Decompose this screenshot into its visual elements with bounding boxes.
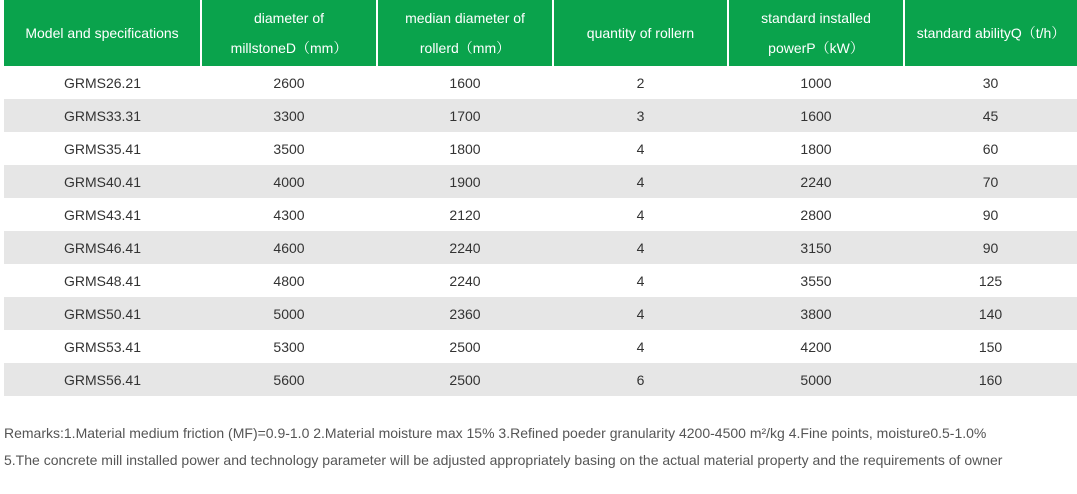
table-row <box>4 330 1077 363</box>
cell-ability: 140 <box>904 297 1077 330</box>
header-ability <box>904 0 1077 66</box>
cell-roller-quantity: 4 <box>553 264 728 297</box>
cell-installed-power: 2800 <box>728 198 904 231</box>
cell-roller-diameter: 2120 <box>377 198 553 231</box>
header-roller-line2: rollerd（mm） <box>419 40 511 56</box>
cell-millstone-diameter: 3300 <box>201 99 377 132</box>
cell-installed-power: 4200 <box>728 330 904 363</box>
cell-ability: 70 <box>904 165 1077 198</box>
cell-roller-quantity: 2 <box>553 66 728 99</box>
remarks-section <box>4 420 1074 474</box>
cell-ability: 45 <box>904 99 1077 132</box>
table-row <box>4 132 1077 165</box>
header-roller-line1: median diameter of <box>405 10 525 26</box>
cell-roller-diameter: 1600 <box>377 66 553 99</box>
table-row <box>4 363 1077 396</box>
header-installed-power <box>728 0 904 66</box>
cell-millstone-diameter: 5300 <box>201 330 377 363</box>
cell-millstone-diameter: 3500 <box>201 132 377 165</box>
cell-millstone-diameter: 4300 <box>201 198 377 231</box>
header-ability-label: standard abilityQ（t/h） <box>916 25 1066 41</box>
header-roller-quantity <box>553 0 728 66</box>
table-row <box>4 231 1077 264</box>
cell-roller-quantity: 3 <box>553 99 728 132</box>
table-row <box>4 99 1077 132</box>
cell-millstone-diameter: 4800 <box>201 264 377 297</box>
cell-roller-diameter: 1900 <box>377 165 553 198</box>
cell-installed-power: 3150 <box>728 231 904 264</box>
header-roller-diameter <box>377 0 553 66</box>
table-row <box>4 66 1077 99</box>
remarks-line-2: 5.The concrete mill installed power and technology parameter will be adjusted appropriately basing on the actual material property and the requirements of owner <box>4 452 1003 468</box>
table-row <box>4 264 1077 297</box>
remarks-line-1: Remarks:1.Material medium friction (MF)=0.9-1.0 2.Material moisture max 15% 3.Refined poeder granularity 4200-4500 m²/kg 4.Fine points, moisture0.5-1.0% <box>4 425 987 441</box>
cell-millstone-diameter: 5000 <box>201 297 377 330</box>
cell-roller-diameter: 2360 <box>377 297 553 330</box>
cell-roller-diameter: 2500 <box>377 363 553 396</box>
cell-installed-power: 2240 <box>728 165 904 198</box>
cell-roller-quantity: 4 <box>553 165 728 198</box>
header-model <box>4 0 201 66</box>
cell-ability: 90 <box>904 231 1077 264</box>
cell-millstone-diameter: 4600 <box>201 231 377 264</box>
header-power-line1: standard installed <box>761 10 871 26</box>
header-millstone-line2: millstoneD（mm） <box>230 40 348 56</box>
table-header-row <box>4 0 1077 66</box>
cell-roller-diameter: 2240 <box>377 231 553 264</box>
table-row <box>4 198 1077 231</box>
specifications-table <box>4 0 1077 396</box>
cell-model: GRMS50.41 <box>4 297 201 330</box>
cell-roller-quantity: 4 <box>553 231 728 264</box>
cell-model: GRMS43.41 <box>4 198 201 231</box>
cell-ability: 150 <box>904 330 1077 363</box>
cell-installed-power: 1600 <box>728 99 904 132</box>
cell-installed-power: 1800 <box>728 132 904 165</box>
cell-ability: 160 <box>904 363 1077 396</box>
cell-millstone-diameter: 5600 <box>201 363 377 396</box>
cell-roller-diameter: 1700 <box>377 99 553 132</box>
cell-ability: 125 <box>904 264 1077 297</box>
cell-model: GRMS26.21 <box>4 66 201 99</box>
cell-installed-power: 1000 <box>728 66 904 99</box>
cell-roller-diameter: 2240 <box>377 264 553 297</box>
cell-installed-power: 3800 <box>728 297 904 330</box>
cell-millstone-diameter: 4000 <box>201 165 377 198</box>
header-millstone-diameter <box>201 0 377 66</box>
header-millstone-line1: diameter of <box>253 10 325 26</box>
header-quantity-label: quantity of rollern <box>586 25 695 41</box>
cell-model: GRMS46.41 <box>4 231 201 264</box>
cell-roller-quantity: 4 <box>553 297 728 330</box>
cell-model: GRMS48.41 <box>4 264 201 297</box>
cell-model: GRMS40.41 <box>4 165 201 198</box>
cell-roller-quantity: 4 <box>553 132 728 165</box>
cell-model: GRMS56.41 <box>4 363 201 396</box>
cell-roller-quantity: 6 <box>553 363 728 396</box>
header-power-line2: powerP（kW） <box>768 40 864 56</box>
cell-ability: 60 <box>904 132 1077 165</box>
cell-ability: 30 <box>904 66 1077 99</box>
cell-installed-power: 3550 <box>728 264 904 297</box>
table-row <box>4 297 1077 330</box>
cell-millstone-diameter: 2600 <box>201 66 377 99</box>
cell-installed-power: 5000 <box>728 363 904 396</box>
cell-roller-diameter: 1800 <box>377 132 553 165</box>
cell-roller-quantity: 4 <box>553 198 728 231</box>
cell-model: GRMS35.41 <box>4 132 201 165</box>
table-row <box>4 165 1077 198</box>
header-model-label: Model and specifications <box>25 25 179 41</box>
cell-model: GRMS33.31 <box>4 99 201 132</box>
cell-roller-diameter: 2500 <box>377 330 553 363</box>
cell-model: GRMS53.41 <box>4 330 201 363</box>
cell-ability: 90 <box>904 198 1077 231</box>
cell-roller-quantity: 4 <box>553 330 728 363</box>
